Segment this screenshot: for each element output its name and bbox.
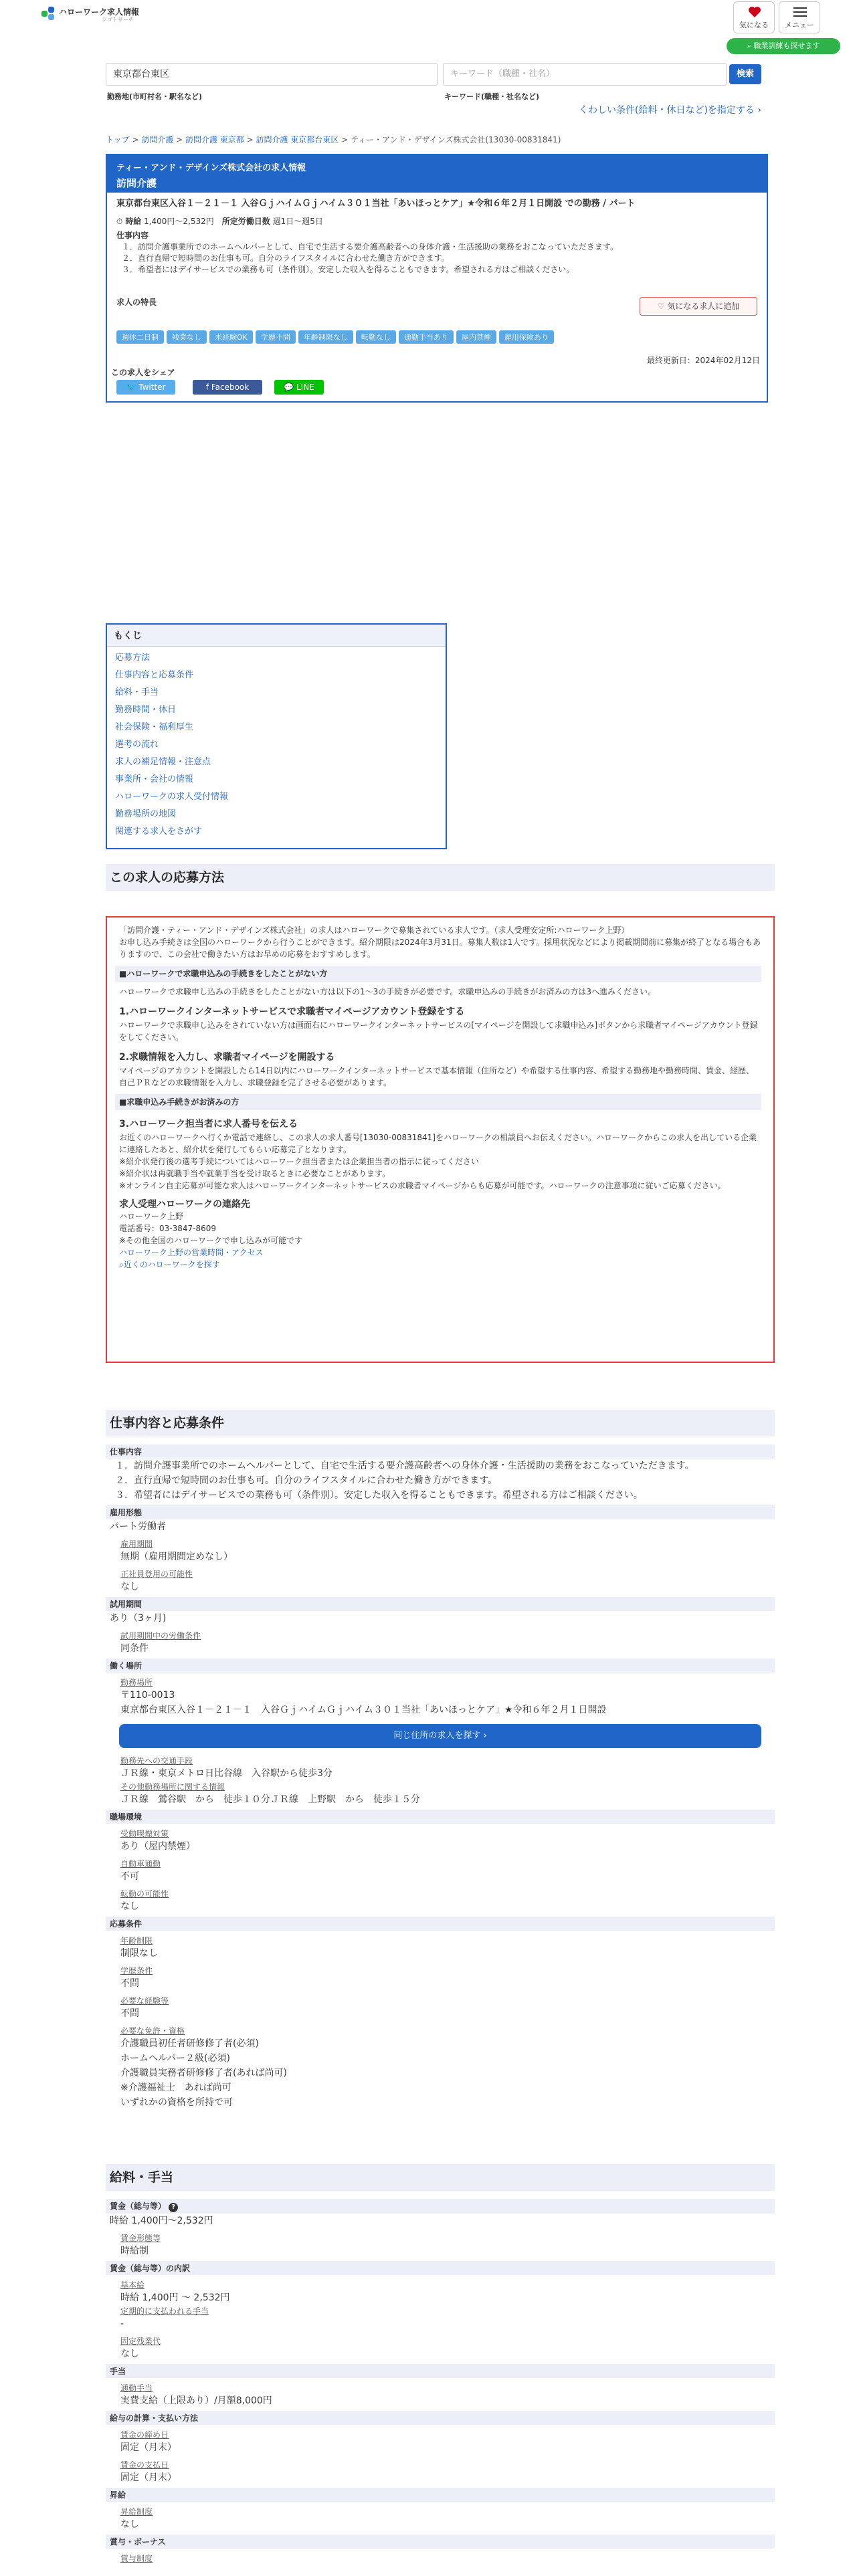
pay-section (106, 2196, 775, 2564)
menu-button[interactable] (779, 1, 820, 33)
breadcrumb-tokyo[interactable]: 訪問介護 東京都 (185, 135, 244, 144)
job-title: 訪問介護 (116, 177, 157, 189)
feature-tag[interactable]: 転勤なし (356, 330, 396, 344)
toc-item[interactable]: 選考の流れ (115, 740, 159, 750)
same-address-label: 同じ住所の求人を探す (393, 1731, 481, 1741)
toc-item[interactable]: 仕事内容と応募条件 (115, 670, 194, 680)
fixed-allowance-value: - (120, 2319, 124, 2329)
environment-label: 職場環境 (106, 1810, 775, 1824)
step2-title: 2.求職情報を入力し、求職者マイページを開設する (119, 1052, 335, 1063)
license-label: 必要な免許・資格 (120, 2026, 185, 2036)
requirements-label: 応募条件 (106, 1917, 775, 1931)
step1-title: 1.ハローワークインターネットサービスで求職者マイページアカウント登録をする (119, 1006, 465, 1017)
place-label: 働く場所 (106, 1658, 775, 1673)
line-icon: 💬 (284, 383, 296, 392)
fixed-allowance-label: 定期的に支払われる手当 (120, 2306, 209, 2316)
near-office-label: 近くのハローワークを探す (123, 1260, 220, 1269)
toc-item[interactable]: 関連する求人をさがす (115, 827, 203, 837)
training-label: 職業訓練も探せます (753, 41, 820, 50)
zip-code: 〒110-0013 (120, 1690, 175, 1701)
content-label: 仕事内容 (106, 1444, 775, 1459)
access-label: 勤務先への交通手段 (120, 1756, 193, 1765)
line-label: LINE (296, 383, 314, 392)
help-icon[interactable]: ? (169, 2203, 178, 2212)
license-value: いずれかの資格を所持で可 (120, 2097, 233, 2108)
job-address: 東京都台東区入谷１－２１－１ 入谷ＧｊハイムＧｊハイム３０１当社「あいほっとケア」★令和６年２月１日開設 での勤務 / パート (116, 199, 636, 209)
feature-tag[interactable]: 通勤手当あり (399, 330, 454, 344)
detailed-conditions-link[interactable] (579, 103, 761, 116)
step3-title: 3.ハローワーク担当者に求人番号を伝える (119, 1119, 298, 1130)
twitter-icon: 🐦 (126, 383, 139, 392)
wage-form-value: 時給制 (120, 2246, 149, 2256)
hours-value: 週1日〜週5日 (272, 217, 323, 226)
hours-label: 所定労働日数 (221, 217, 270, 226)
transfer-value: なし (120, 1901, 139, 1912)
chevron-right-icon: › (757, 105, 761, 116)
wage-breakdown-label: 賃金（総与等）の内訳 (106, 2261, 775, 2275)
office-name: ハローワーク上野 (119, 1212, 184, 1221)
logo-mark-icon (41, 5, 56, 21)
job-body (107, 193, 767, 314)
smoking-value: あり（屋内禁煙） (120, 1841, 195, 1852)
license-value: ホームヘルパー２級(必須) (120, 2053, 230, 2064)
feature-tag[interactable]: 年齢制限なし (298, 330, 353, 344)
wage-value: 時給 1,400円〜2,532円 (110, 2216, 213, 2226)
location-hint: 勤務地(市町村名・駅名など) (107, 92, 203, 101)
feature-tag[interactable]: 残業なし (167, 330, 207, 344)
features-label: 求人の特長 (116, 298, 157, 307)
feature-tags (116, 330, 719, 346)
wage-row (116, 216, 757, 227)
bonus-label: 賞与・ボーナス (106, 2535, 775, 2549)
content-line: ２．直行直帰で短時間のお仕事も可。自分のライフスタイルに合わせた働き方ができます。 (122, 253, 450, 263)
table-of-contents (106, 623, 447, 849)
breadcrumb-visit-care[interactable]: 訪問介護 (141, 135, 174, 144)
wage-label (106, 2199, 775, 2214)
toc-item[interactable]: 勤務場所の地図 (115, 809, 177, 819)
raise-label: 昇給 (106, 2488, 775, 2502)
car-commute-label: 自動車通勤 (120, 1859, 161, 1868)
facebook-icon: f (205, 383, 211, 392)
closing-day-value: 固定（月末） (120, 2442, 177, 2453)
favorites-button[interactable] (733, 1, 775, 33)
add-favorite-label: 気になる求人に追加 (667, 302, 740, 311)
location-value: 東京都台東区入谷１－２１－１ 入谷ＧｊハイムＧｊハイム３０１当社「あいほっとケア」★令和６年２月１日開設 (120, 1705, 607, 1715)
apply-box (106, 916, 775, 1363)
other-location-value: ＪＲ線 鶯谷駅 から 徒歩１０分ＪＲ線 上野駅 から 徒歩１５分 (120, 1794, 420, 1805)
smoking-label: 受動喫煙対策 (120, 1829, 169, 1838)
calc-label: 給与の計算・支払い方法 (106, 2411, 775, 2425)
transfer-label: 転勤の可能性 (120, 1889, 169, 1899)
location-label: 勤務場所 (120, 1678, 153, 1687)
wage-value: 1,400円〜2,532円 (144, 217, 214, 226)
license-value: 介護職員初任者研修修了者(必須) (120, 2038, 259, 2049)
detail-heading: 仕事内容と応募条件 (106, 1410, 775, 1436)
apply-note: ※紹介状は再就職手当や就業手当を受け取るときに必要なことがあります。 (119, 1169, 391, 1178)
first-time-heading: ■ハローワークで求職申込みの手続きをしたことがない方 (115, 966, 761, 982)
content-line: ２．直行直帰で短時間のお仕事も可。自分のライフスタイルに合わせた働き方ができます。 (115, 1475, 498, 1486)
age-value: 制限なし (120, 1948, 158, 1959)
training-search-button[interactable] (727, 38, 840, 54)
office-tel: 電話番号：03-3847-8609 (119, 1224, 217, 1233)
facebook-label: Facebook (211, 383, 250, 392)
trial-condition-label: 試用期間中の労働条件 (120, 1631, 201, 1640)
menu-label: メニュー (785, 21, 814, 29)
type-value: パート労働者 (110, 1521, 166, 1532)
heart-icon (748, 6, 761, 18)
content-line: ３．希望者にはデイサービスでの業務も可（条件別）。安定した収入を得ることもできます。希望される方はご相談ください。 (115, 1490, 643, 1501)
toc-item[interactable]: 給料・手当 (115, 687, 159, 697)
toc-item[interactable]: 求人の補足情報・注意点 (115, 757, 211, 767)
base-pay-value: 時給 1,400円 〜 2,532円 (120, 2292, 230, 2303)
breadcrumb-current: ティー・アンド・デザインズ株式会社(13030-00831841) (351, 135, 561, 144)
chevron-right-icon: › (483, 1731, 487, 1741)
license-value: 介護職員実務者研修修了者(あれば尚可) (120, 2068, 287, 2078)
period-value: 無期（雇用期間定めなし） (120, 1551, 233, 1562)
location-input[interactable]: 東京都台東区 (106, 63, 438, 86)
wage-label: 時給 (125, 217, 142, 226)
toc-title: もくじ (107, 625, 446, 647)
regular-label: 正社員登用の可能性 (120, 1570, 193, 1579)
closing-day-label: 賃金の締め日 (120, 2430, 169, 2440)
updated-date: 最終更新日：2024年02月12日 (646, 356, 760, 365)
content-line: １．訪問介護事業所でのホームヘルパーとして、自宅で生活する要介護高齢者への身体介護・生活援助の業務をおこなっていただきます。 (122, 242, 618, 251)
hamburger-icon (793, 6, 807, 18)
share-facebook-button[interactable] (193, 380, 262, 395)
payday-label: 賃金の支払日 (120, 2460, 169, 2470)
feature-tag[interactable]: 学歴不問 (256, 330, 296, 344)
toc-item[interactable]: ハローワークの求人受付情報 (115, 792, 229, 802)
fixed-overtime-label: 固定残業代 (120, 2337, 161, 2346)
search-button[interactable]: 検索 (729, 64, 761, 84)
regular-value: なし (120, 1582, 139, 1592)
apply-note: ※オンライン自主応募が可能な求人はハローワークインターネットサービスの求職者マイページからも応募が可能です。ハローワークの注意事項に従いご応募ください。 (119, 1181, 726, 1190)
first-time-text: ハローワークで求職申し込みの手続きをしたことがない方は以下の1〜3の手続きが必要です。求職申込みの手続きがお済みの方は3へ進みください。 (119, 987, 656, 996)
office-note: ※その他全国のハローワークで申し込みが可能です (119, 1236, 303, 1245)
feature-tag[interactable]: 屋内禁煙 (456, 330, 496, 344)
apply-note: ※紹介状発行後の選考手続についてはハローワーク担当者または企業担当者の指示に従ってください (119, 1157, 479, 1166)
breadcrumb: トップ > 訪問介護 > 訪問介護 東京都 > 訪問介護 東京都台東区 > ティー・アンド・デザインズ株式会社(13030-00831841) (106, 135, 561, 144)
other-location-label: その他勤務場所に関する情報 (120, 1782, 225, 1792)
trial-value: あり（3ヶ月) (110, 1613, 167, 1624)
apply-intro: お申し込み手続きは全国のハローワークから行うことができます。紹介期限は2024年3月31日。募集人数は1人です。採用状況などにより掲載期間前に募集が終了となる場合もありますので、この会社で働きたい方はお早めの応募をおすすめします。 (119, 938, 761, 959)
detail-section (106, 1442, 775, 2110)
apply-heading: この求人の応募方法 (106, 864, 775, 891)
feature-tag[interactable]: 未経験OK (209, 330, 253, 344)
toc-item[interactable]: 社会保険・福利厚生 (115, 722, 194, 732)
pay-heading: 給料・手当 (106, 2164, 775, 2191)
age-label: 年齢制限 (120, 1936, 153, 1945)
registered-heading: ■求職申込み手続きがお済みの方 (115, 1094, 761, 1110)
commute-allowance-label: 通勤手当 (120, 2383, 153, 2393)
payday-value: 固定（月末） (120, 2472, 177, 2483)
bonus-system-label: 賞与制度 (120, 2554, 153, 2563)
period-label: 雇用期間 (120, 1539, 153, 1549)
share-twitter-button[interactable] (116, 380, 175, 395)
car-commute-value: 不可 (120, 1871, 139, 1882)
keyword-input[interactable]: キーワード（職種・社名） (443, 63, 727, 86)
experience-label: 必要な経験等 (120, 1996, 169, 2006)
step2-text: マイページのアカウントを開設したら14日以内にハローワークインターネットサービスで基本情報（住所など）や希望する仕事内容、希望する勤務地や勤務時間、賃金、経歴、自己ＰＲなどの求職情報を入力し、求職登録を完了させる必要があります。 (119, 1066, 754, 1087)
type-label: 雇用形態 (106, 1505, 775, 1519)
content-line: １．訪問介護事業所でのホームヘルパーとして、自宅で生活する要介護高齢者への身体介護・生活援助の業務をおこなっていただきます。 (115, 1461, 694, 1471)
breadcrumb-taito[interactable]: 訪問介護 東京都台東区 (256, 135, 339, 144)
step3-text: お近くのハローワークへ行くか電話で連絡し、この求人の求人番号[13030-00831841]をハローワークの相談員へお伝えください。ハローワークからこの求人を出している企業に連絡したあと、紹介状を発行してもらい応募完了となります。 (119, 1133, 757, 1154)
heart-outline-icon: ♡ (657, 302, 668, 311)
site-header (0, 0, 859, 58)
content-line: ３．希望者にはデイサービスでの業務も可（条件別）。安定した収入を得ることもできます。希望される方はご相談ください。 (122, 265, 575, 274)
step1-text: ハローワークで求職申し込みをされていない方は画面右にハローワークインターネットサービスの[マイページを開設して求職申込み]ボタンから求職者マイページアカウント登録をしてください。 (119, 1021, 758, 1042)
same-address-button[interactable] (119, 1724, 761, 1748)
content-label: 仕事内容 (116, 231, 149, 240)
trial-condition-value: 同条件 (120, 1643, 149, 1654)
search-bar (106, 63, 761, 118)
license-value: ※介護福祉士 あれば尚可 (120, 2082, 231, 2093)
toc-item[interactable]: 応募方法 (115, 653, 151, 663)
allowance-label: 手当 (106, 2364, 775, 2378)
feature-tag[interactable]: 週休二日制 (116, 330, 164, 344)
office-access-link[interactable]: ハローワーク上野の営業時間・アクセス (119, 1248, 264, 1257)
detailed-conditions-label: くわしい条件(給料・休日など)を指定する (579, 105, 755, 116)
raise-system-label: 昇給制度 (120, 2507, 153, 2516)
apply-intro: 「訪問介護・ティー・アンド・デザインズ株式会社」の求人はハローワークで募集されている求人です。（求人受理安定所:ハローワーク上野） (119, 926, 630, 935)
search-icon: ⌕ (747, 41, 754, 50)
share-line-button[interactable] (274, 380, 324, 395)
search-icon: ⌕ (119, 1260, 124, 1269)
access-value: ＪＲ線・東京メトロ日比谷線 入谷駅から徒歩3分 (120, 1768, 332, 1779)
experience-value: 不問 (120, 2008, 139, 2019)
clock-icon: ⏱ (116, 217, 126, 226)
breadcrumb-top[interactable]: トップ (106, 135, 130, 144)
office-title: 求人受理ハローワークの連絡先 (119, 1199, 250, 1210)
add-favorite-button[interactable] (640, 297, 757, 316)
job-summary-card (106, 154, 768, 403)
trial-label: 試用期間 (106, 1597, 775, 1611)
raise-system-value: なし (120, 2519, 139, 2530)
favorites-label: 気になる (739, 21, 769, 29)
toc-item[interactable]: 勤務時間・休日 (115, 705, 177, 715)
twitter-label: Twitter (138, 383, 166, 392)
site-logo[interactable] (41, 4, 142, 24)
wage-form-label: 賃金形態等 (120, 2234, 161, 2243)
company-name: ティー・アンド・デザインズ株式会社の求人情報 (116, 163, 306, 173)
base-pay-label: 基本給 (120, 2280, 145, 2290)
wage-label-text: 賃金（総与等） (110, 2202, 167, 2211)
near-office-link[interactable] (119, 1259, 761, 1271)
toc-item[interactable]: 事業所・会社の情報 (115, 774, 194, 784)
education-label: 学歴条件 (120, 1966, 153, 1975)
fixed-overtime-value: なし (120, 2349, 139, 2359)
commute-allowance-value: 実費支給（上限あり）/月額8,000円 (120, 2395, 272, 2406)
keyword-hint: キーワード(職種・社名など) (444, 92, 540, 101)
logo-title: ハローワーク求人情報 (59, 7, 140, 17)
share-label: この求人をシェア (111, 368, 175, 377)
logo-subtitle: シゴトサーチ (102, 17, 134, 23)
feature-tag[interactable]: 雇用保険あり (499, 330, 554, 344)
job-header (107, 155, 767, 193)
education-value: 不問 (120, 1978, 139, 1989)
